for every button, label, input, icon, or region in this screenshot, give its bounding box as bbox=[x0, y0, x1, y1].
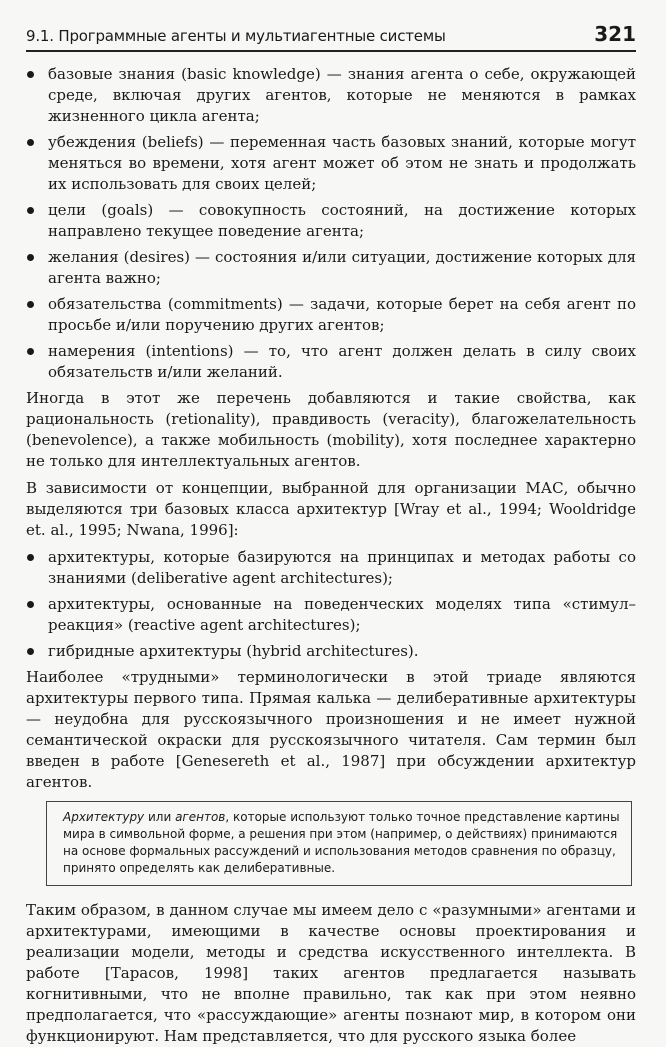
paragraph-additional-properties: Иногда в этот же перечень добавляются и такие свойства, как рациональность (retionality), правдивость (veracity), благожелательность (benevolence), а также мобильность (mobility), хотя последнее характерно не только для интеллектуальных агентов. bbox=[26, 389, 636, 470]
list-item: архитектуры, основанные на поведенческих моделях типа «стимул–реакция» (reactive agent architectures); bbox=[26, 594, 636, 636]
list-item: желания (desires) — состояния и/или ситуации, достижение которых для агента важно; bbox=[26, 247, 636, 289]
note-text: , которые используют только точное представление картины мира в символьной форме, а решения при этом (например, о действиях) принимаются на основе формальных рассуждений и использования методов сравнения по образцу, принято определять как делиберативные. bbox=[63, 810, 620, 875]
architecture-classes-list bbox=[26, 547, 636, 662]
paragraph-deliberative-terminology: Наиболее «трудными» терминологически в этой триаде являются архитектуры первого типа. Прямая калька — делиберативные архитектуры — неудобна для русскоязычного произношения и не имеет нужной семантической окраски для русскоязычного читателя. Сам термин был введен в работе [Genesereth et al., 1987] при обсуждении архитектур агентов. bbox=[26, 668, 636, 791]
bullet-icon bbox=[27, 139, 34, 146]
bullet-icon bbox=[27, 254, 34, 261]
paragraph-cognitive-agents: Таким образом, в данном случае мы имеем дело с «разумными» агентами и архитектурами, имеющими в качестве основы проектирования и реализации модели, методы и средства искусственного интеллекта. В работе [Тарасов, 1998] таких агентов предлагается называть когнитивными, что не вполне правильно, так как при этом неявно предполагается, что «рассуждающие» агенты познают мир, в котором они функционируют. Нам представляется, что для русского языка более bbox=[26, 901, 636, 1045]
list-item: гибридные архитектуры (hybrid architectures). bbox=[26, 641, 636, 662]
definition-note-box: Архитектуру или агентов, которые используют только точное представление картины мира в символьной форме, а решения при этом (например, о действиях) принимаются на основе формальных рассуждений и использования методов сравнения по образцу, принято определять как делиберативные. bbox=[46, 801, 632, 886]
bullet-icon bbox=[27, 207, 34, 214]
section-title: 9.1. Программные агенты и мультиагентные системы bbox=[26, 27, 446, 45]
list-item: убеждения (beliefs) — переменная часть базовых знаний, которые могут меняться во времени, хотя агент может об этом не знать и продолжать их использовать для своих целей; bbox=[26, 132, 636, 195]
bullet-icon bbox=[27, 648, 34, 655]
list-item: базовые знания (basic knowledge) — знания агента о себе, окружающей среде, включая других агентов, которые не меняются в рамках жизненного цикла агента; bbox=[26, 64, 636, 127]
bullet-icon bbox=[27, 601, 34, 608]
list-item: намерения (intentions) — то, что агент должен делать в силу своих обязательств и/или желаний. bbox=[26, 341, 636, 383]
bullet-icon bbox=[27, 348, 34, 355]
page-number: 321 bbox=[594, 22, 636, 46]
bullet-icon bbox=[27, 71, 34, 78]
agent-attributes-list bbox=[26, 64, 636, 383]
bullet-icon bbox=[27, 554, 34, 561]
running-header bbox=[26, 22, 636, 52]
paragraph-architecture-classes: В зависимости от концепции, выбранной для организации МАС, обычно выделяются три базовых класса архитектур [Wray et al., 1994; Wooldridge et. al., 1995; Nwana, 1996]: bbox=[26, 479, 636, 539]
list-item: обязательства (commitments) — задачи, которые берет на себя агент по просьбе и/или поручению других агентов; bbox=[26, 294, 636, 336]
list-item: цели (goals) — совокупность состояний, на достижение которых направлено текущее поведение агента; bbox=[26, 200, 636, 242]
list-item: архитектуры, которые базируются на принципах и методах работы со знаниями (deliberative agent architectures); bbox=[26, 547, 636, 589]
note-term-agents: агентов bbox=[175, 810, 226, 824]
bullet-icon bbox=[27, 301, 34, 308]
note-term-architecture: Архитектуру bbox=[63, 810, 145, 824]
